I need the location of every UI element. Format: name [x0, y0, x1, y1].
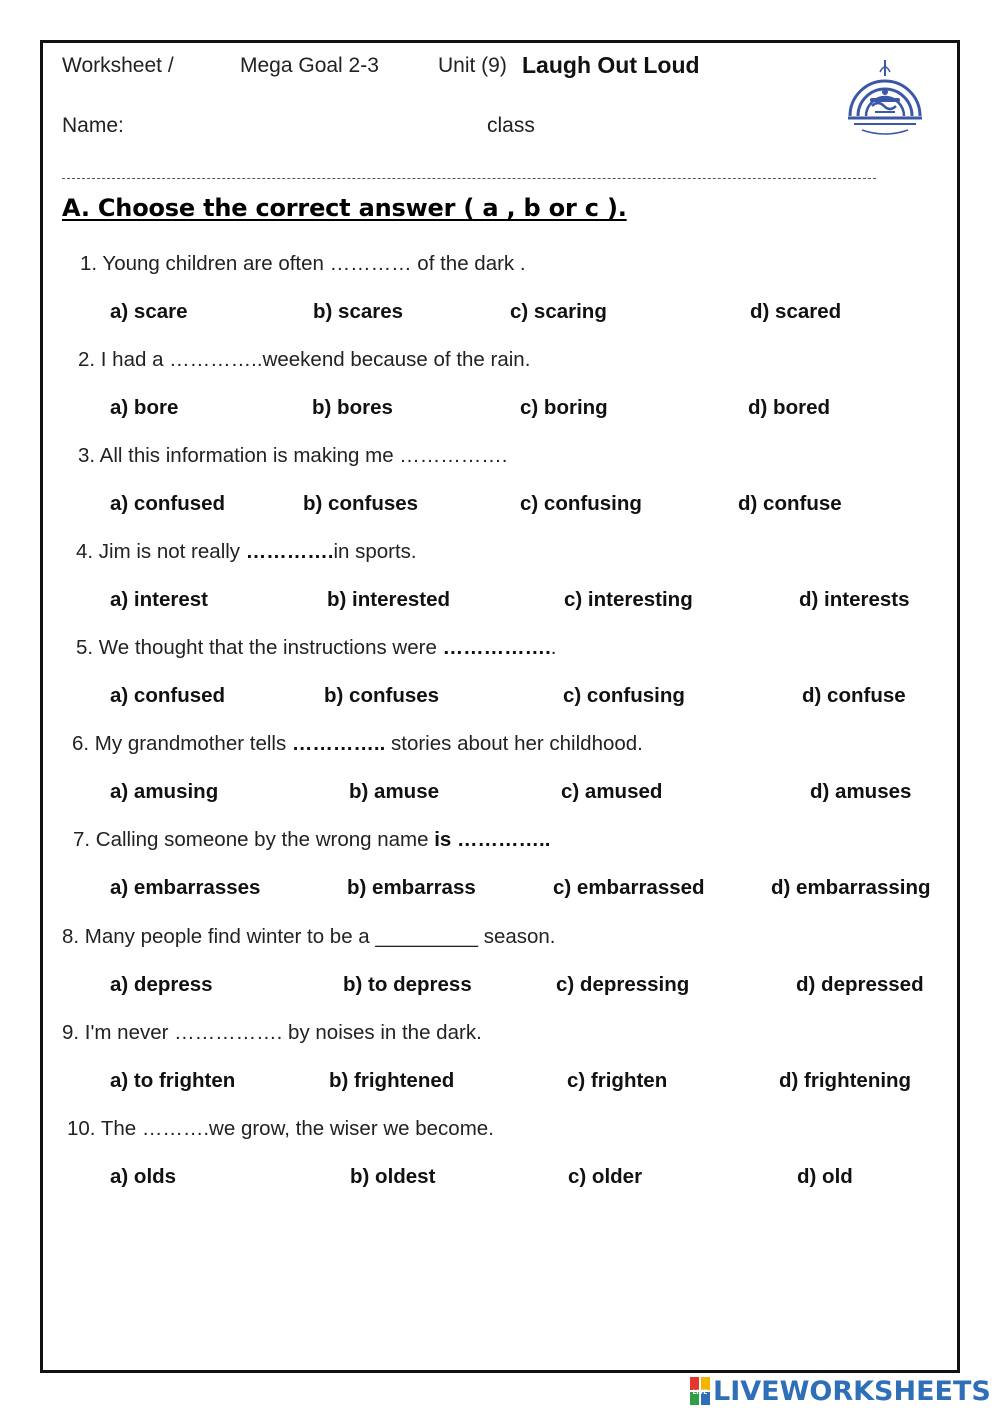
q7-option-d[interactable]: d) embarrassing: [771, 876, 931, 899]
q1-option-b[interactable]: b) scares: [313, 300, 404, 323]
name-label: Name:: [62, 114, 124, 137]
q7-option-b[interactable]: b) embarrass: [347, 876, 476, 899]
q5-option-b[interactable]: b) confuses: [324, 684, 440, 707]
liveworksheets-badge-text: LIVE: [692, 1389, 708, 1396]
q9-option-c[interactable]: c) frighten: [567, 1069, 668, 1092]
question-4-blank: ………….: [245, 540, 334, 563]
question-9: 9. I'm never ……………. by noises in the dark.: [62, 1021, 482, 1044]
question-6-text-start: 6. My grandmother tells: [72, 732, 292, 755]
q8-option-b[interactable]: b) to depress: [343, 973, 472, 996]
q9-option-b[interactable]: b) frightened: [329, 1069, 455, 1092]
unit-title: Laugh Out Loud: [522, 52, 700, 78]
separator-line: [62, 178, 876, 179]
q2-option-d[interactable]: d) bored: [748, 396, 830, 419]
q5-option-d[interactable]: d) confuse: [802, 684, 906, 707]
question-10: 10. The ……….we grow, the wiser we become.: [67, 1117, 494, 1140]
q8-option-d[interactable]: d) depressed: [796, 973, 924, 996]
q3-option-b[interactable]: b) confuses: [303, 492, 419, 515]
q8-option-a[interactable]: a) depress: [110, 973, 213, 996]
q1-option-d[interactable]: d) scared: [750, 300, 842, 323]
q6-option-b[interactable]: b) amuse: [349, 780, 439, 803]
q10-option-a[interactable]: a) olds: [110, 1165, 177, 1188]
q6-option-d[interactable]: d) amuses: [810, 780, 912, 803]
question-4: [76, 540, 417, 564]
q2-option-b[interactable]: b) bores: [312, 396, 393, 419]
question-3: 3. All this information is making me …………….: [78, 444, 508, 467]
question-6: [72, 732, 643, 756]
q3-option-d[interactable]: d) confuse: [738, 492, 842, 515]
q10-option-d[interactable]: d) old: [797, 1165, 853, 1188]
section-title: A. Choose the correct answer ( a , b or c ).: [62, 194, 627, 222]
q5-option-a[interactable]: a) confused: [110, 684, 226, 707]
question-5-text-start: 5. We thought that the instructions were: [76, 636, 443, 659]
school-emblem-icon: [842, 58, 928, 138]
question-6-text-end: stories about her childhood.: [385, 732, 643, 755]
q2-option-a[interactable]: a) bore: [110, 396, 179, 419]
q6-option-c[interactable]: c) amused: [561, 780, 663, 803]
question-5-blank: …………….: [442, 636, 551, 659]
q4-option-c[interactable]: c) interesting: [564, 588, 693, 611]
question-8: 8. Many people find winter to be a _________ season.: [62, 925, 556, 948]
question-5: [76, 636, 556, 660]
q3-option-c[interactable]: c) confusing: [520, 492, 642, 515]
q9-option-d[interactable]: d) frightening: [779, 1069, 912, 1092]
unit-label: Unit (9): [438, 54, 507, 77]
q6-option-a[interactable]: a) amusing: [110, 780, 219, 803]
question-5-text-end: .: [550, 636, 557, 659]
question-2: 2. I had a …………..weekend because of the rain.: [78, 348, 531, 371]
question-7-blank: is …………..: [434, 828, 551, 851]
book-title: Mega Goal 2-3: [240, 54, 379, 77]
q4-option-a[interactable]: a) interest: [110, 588, 208, 611]
q10-option-b[interactable]: b) oldest: [350, 1165, 436, 1188]
question-6-blank: …………..: [291, 732, 386, 755]
q8-option-c[interactable]: c) depressing: [556, 973, 690, 996]
question-4-text-end: in sports.: [333, 540, 417, 563]
q4-option-d[interactable]: d) interests: [799, 588, 910, 611]
liveworksheets-watermark: [690, 1376, 991, 1406]
question-1: 1. Young children are often ………… of the dark .: [80, 252, 526, 275]
question-4-text-start: 4. Jim is not really: [76, 540, 246, 563]
liveworksheets-brand: LIVEWORKSHEETS: [713, 1375, 991, 1407]
q9-option-a[interactable]: a) to frighten: [110, 1069, 236, 1092]
q1-option-c[interactable]: c) scaring: [510, 300, 607, 323]
q7-option-a[interactable]: a) embarrasses: [110, 876, 261, 899]
q4-option-b[interactable]: b) interested: [327, 588, 451, 611]
class-label: class: [487, 114, 535, 137]
q5-option-c[interactable]: c) confusing: [563, 684, 685, 707]
q1-option-a[interactable]: a) scare: [110, 300, 188, 323]
question-7-text-start: 7. Calling someone by the wrong name: [73, 828, 435, 851]
q2-option-c[interactable]: c) boring: [520, 396, 608, 419]
q3-option-a[interactable]: a) confused: [110, 492, 226, 515]
liveworksheets-logo-icon: [690, 1377, 710, 1405]
q10-option-c[interactable]: c) older: [568, 1165, 643, 1188]
worksheet-label: Worksheet /: [62, 54, 174, 77]
q7-option-c[interactable]: c) embarrassed: [553, 876, 705, 899]
question-7: [73, 828, 550, 852]
